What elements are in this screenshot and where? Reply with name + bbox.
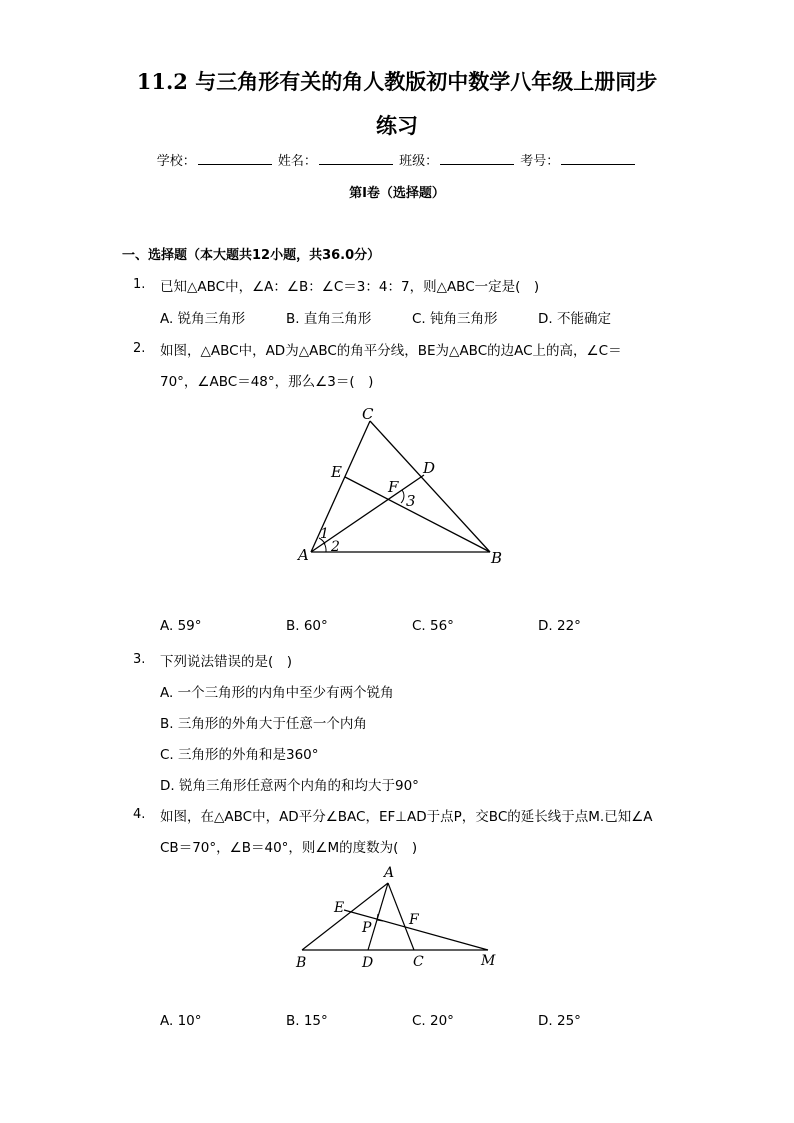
label-e: E	[331, 463, 342, 481]
question-text-line2: 70°，∠ABC＝48°，那么∠3＝( )	[160, 374, 374, 390]
question-text-line1: 如图，在△ABC中，AD平分∠BAC，EF⊥AD于点P，交BC的延长线于点M.已知∠A	[160, 809, 653, 825]
label-d: D	[423, 459, 436, 477]
option-b: B. 三角形的外角大于任意一个内角	[160, 716, 367, 732]
question-number: 4.	[133, 807, 146, 822]
option-b: B. 15°	[286, 1013, 328, 1029]
option-a: A. 一个三角形的内角中至少有两个锐角	[160, 685, 394, 701]
school-label: 学校：	[156, 154, 196, 169]
triangle-figure-abcm	[290, 860, 510, 972]
option-c: C. 三角形的外角和是360°	[160, 747, 319, 763]
exam-no-blank	[561, 152, 635, 165]
question-number: 2.	[133, 341, 146, 356]
name-label: 姓名：	[277, 154, 317, 169]
question-number: 3.	[133, 652, 146, 667]
option-a: A. 59°	[160, 618, 202, 634]
page-title-line2: 练习	[376, 113, 418, 138]
side-ab	[302, 883, 388, 950]
question-text-line2: CB＝70°，∠B＝40°，则∠M的度数为( )	[160, 840, 418, 856]
label-2: 2	[331, 539, 340, 555]
label-1: 1	[320, 526, 329, 542]
option-a: A. 锐角三角形	[160, 311, 246, 327]
option-c: C. 20°	[412, 1013, 454, 1029]
label-b: B	[296, 955, 307, 971]
class-blank	[440, 152, 514, 165]
question-text: 下列说法错误的是( )	[160, 654, 293, 670]
label-e: E	[334, 900, 345, 916]
page-title-line1: 11.2 与三角形有关的角人教版初中数学八年级上册同步	[136, 69, 658, 94]
option-c: C. 56°	[412, 618, 454, 634]
section-heading: 一、选择题（本大题共12小题，共36.0分）	[122, 248, 381, 263]
school-blank	[198, 152, 272, 165]
label-c: C	[362, 405, 374, 423]
class-label: 班级：	[399, 154, 439, 169]
angle-3-arc	[401, 490, 404, 503]
question-text-line1: 如图，△ABC中，AD为△ABC的角平分线，BE为△ABC的边AC上的高，∠C＝	[160, 343, 622, 359]
label-m: M	[481, 953, 496, 969]
volume-heading: 第I卷（选择题）	[349, 186, 445, 201]
option-d: D. 锐角三角形任意两个内角的和均大于90°	[160, 778, 419, 794]
option-a: A. 10°	[160, 1013, 202, 1029]
triangle-figure-abc	[290, 398, 510, 573]
option-d: D. 不能确定	[538, 311, 611, 327]
label-d: D	[362, 955, 374, 971]
option-d: D. 22°	[538, 618, 581, 634]
label-p: P	[362, 920, 372, 936]
label-a: A	[384, 865, 395, 881]
label-f: F	[388, 478, 399, 496]
label-f: F	[409, 912, 419, 928]
option-b: B. 60°	[286, 618, 328, 634]
option-d: D. 25°	[538, 1013, 581, 1029]
question-text: 已知△ABC中，∠A：∠B：∠C＝3：4：7，则△ABC一定是( )	[160, 279, 540, 295]
angle-2-arc	[324, 543, 326, 552]
student-info-row	[0, 150, 794, 169]
option-c: C. 钝角三角形	[412, 311, 498, 327]
option-b: B. 直角三角形	[286, 311, 372, 327]
label-3: 3	[406, 492, 416, 510]
label-c: C	[413, 954, 424, 970]
label-b: B	[491, 549, 503, 567]
label-a: A	[298, 546, 309, 564]
name-blank	[319, 152, 393, 165]
question-number: 1.	[133, 277, 146, 292]
exam-no-label: 考号：	[520, 154, 560, 169]
